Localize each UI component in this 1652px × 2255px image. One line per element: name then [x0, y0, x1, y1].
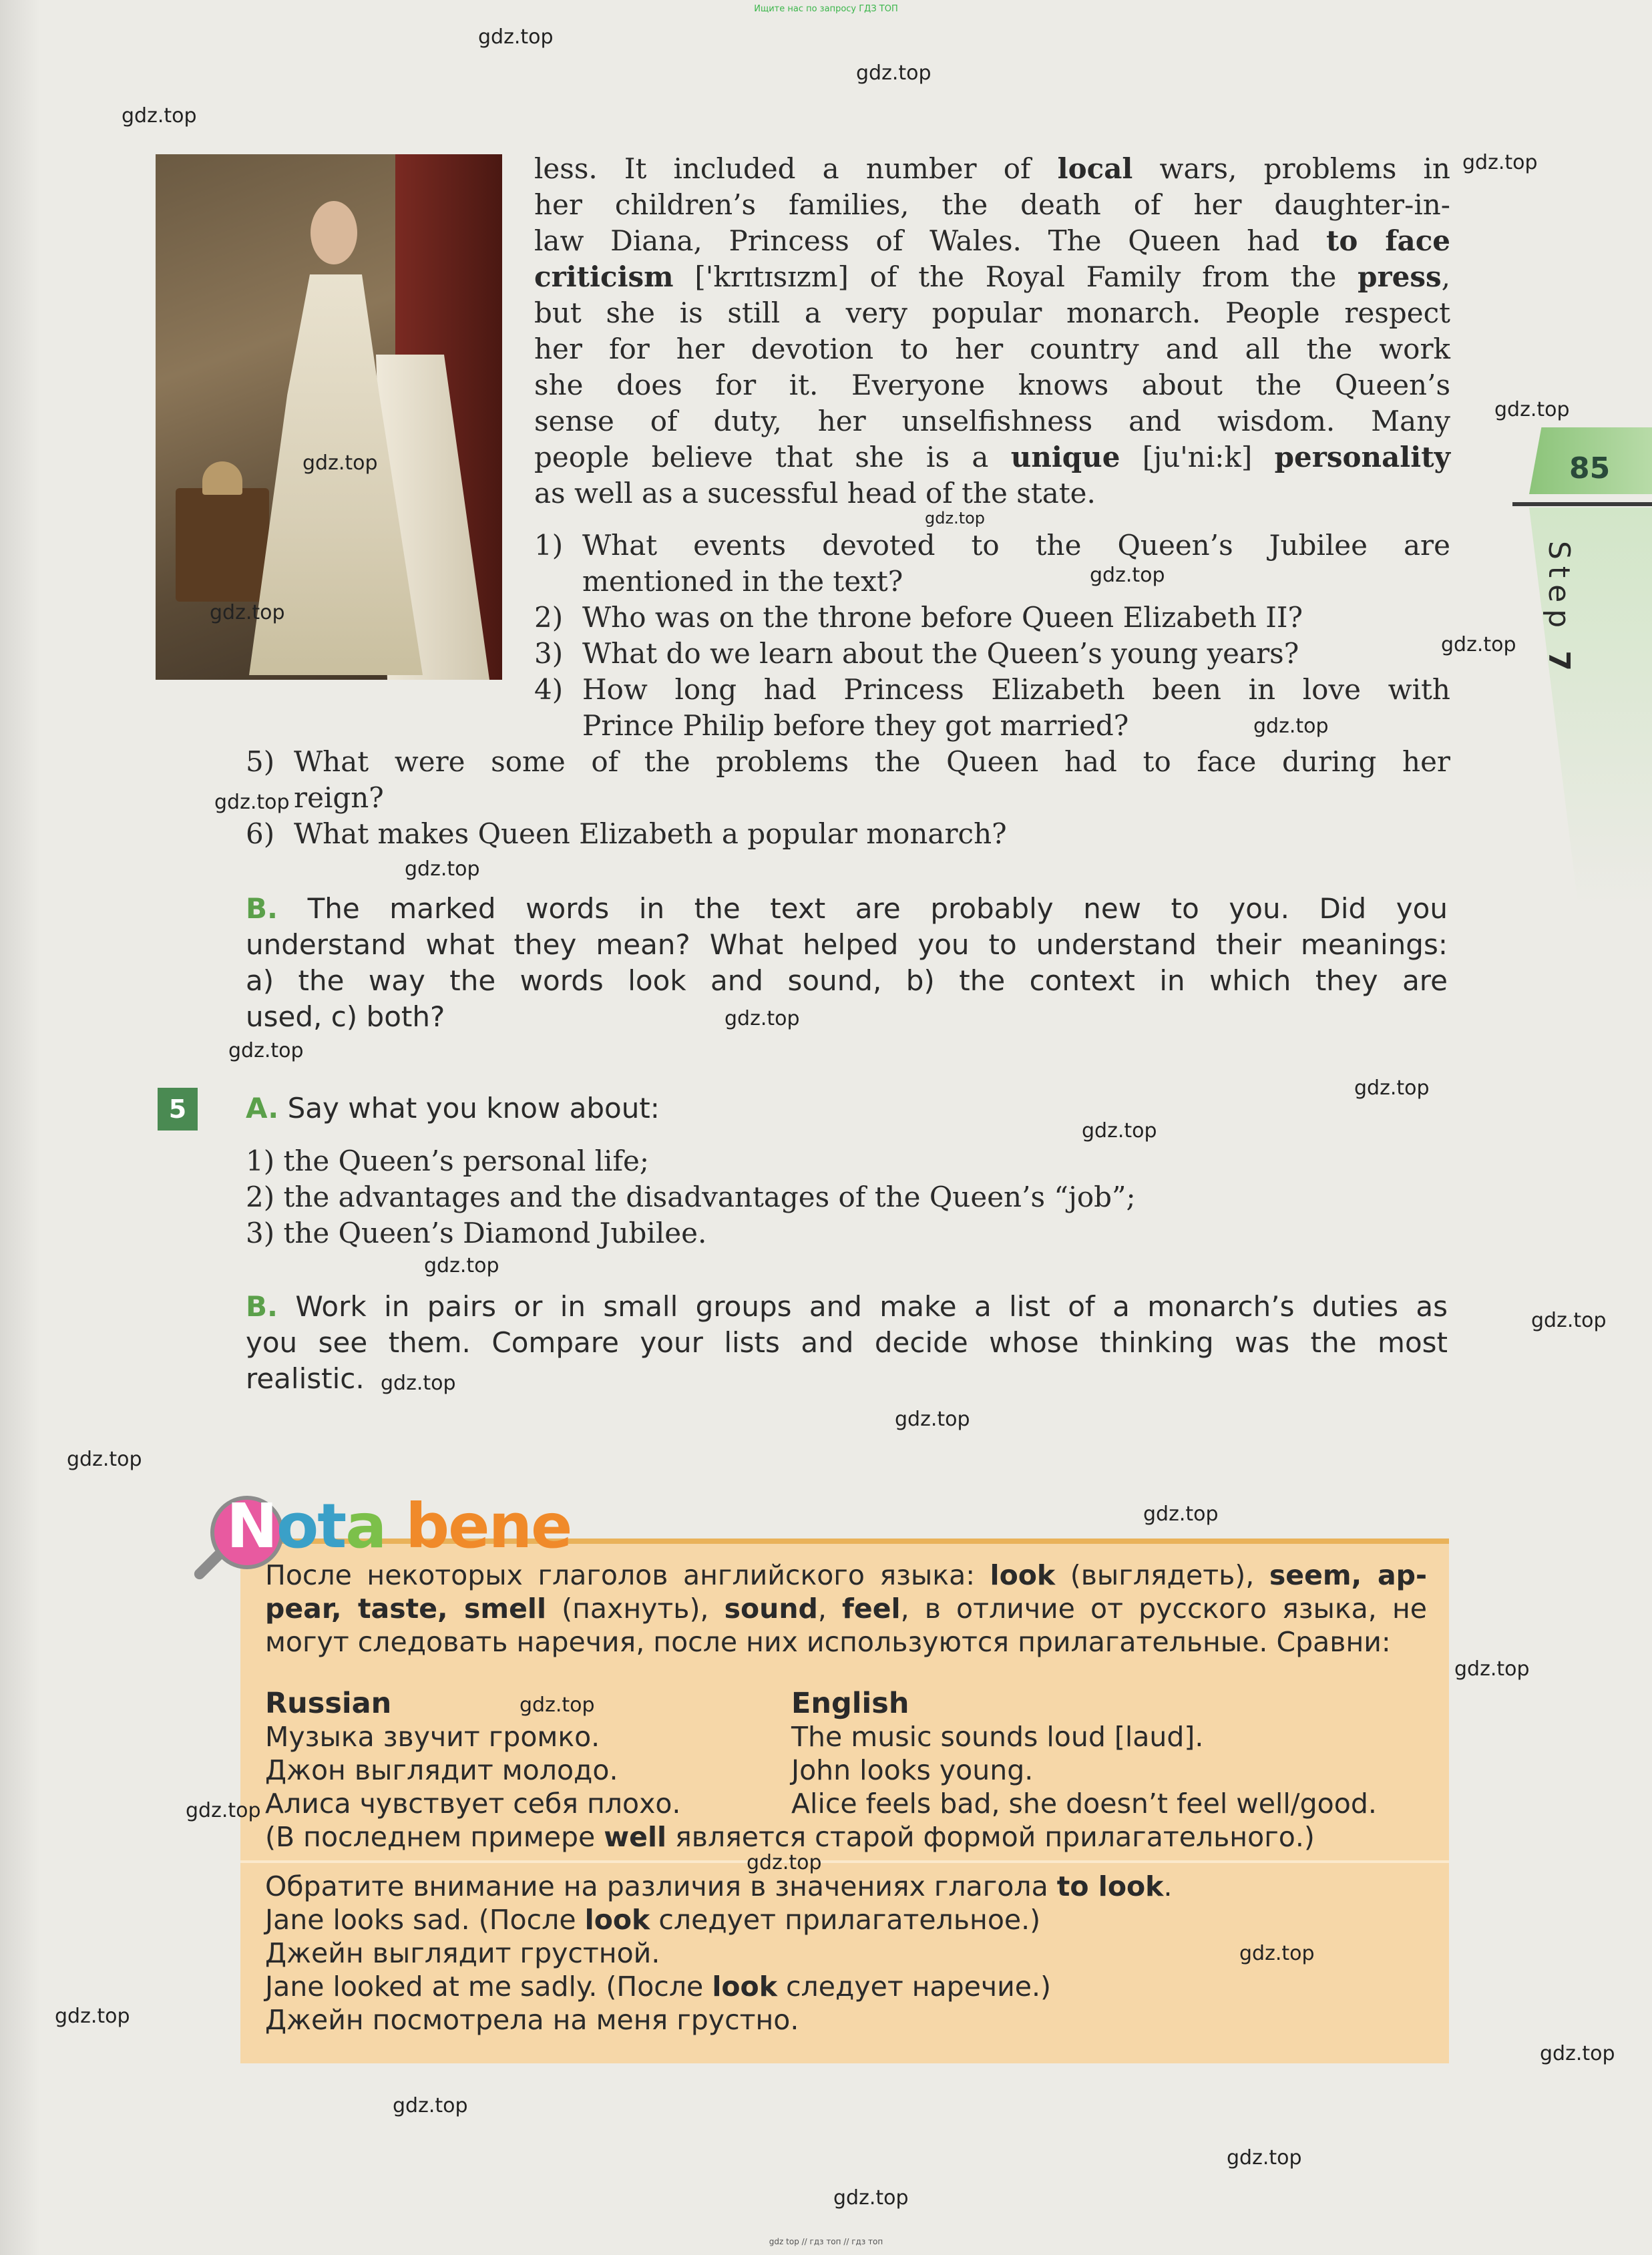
- text-run: (пахнуть),: [546, 1593, 725, 1625]
- watermark: gdz.top: [725, 1007, 800, 1030]
- question-number: 4): [534, 673, 564, 706]
- exercise-5a-label: A.: [246, 1092, 279, 1124]
- exercise-5b-label: B.: [246, 1290, 278, 1323]
- watermark: gdz.top: [424, 1254, 499, 1277]
- task-b-line: a) the way the words look and sound, b) the context in which they are: [246, 964, 1448, 997]
- reading-line: [534, 223, 1450, 259]
- watermark: gdz.top: [1227, 2146, 1302, 2170]
- task-b-label: B.: [246, 892, 278, 925]
- watermark: gdz.top: [833, 2186, 909, 2210]
- watermark: gdz.top: [186, 1799, 261, 1822]
- text-run: her children’s families, the death of her daughter-in-: [534, 188, 1450, 221]
- bold-word: sound: [724, 1593, 818, 1625]
- reading-line: [534, 259, 1450, 295]
- bold-word: local: [1057, 152, 1133, 185]
- nota-bene-look-line: [265, 2003, 1173, 2037]
- text-run: ,: [1441, 260, 1450, 293]
- watermark: gdz.top: [1494, 398, 1570, 421]
- bold-word: to face: [1325, 224, 1450, 257]
- questions-block-right: [534, 528, 1450, 744]
- watermark: gdz.top: [1454, 1657, 1530, 1681]
- exercise-5a-list: [246, 1143, 1314, 1251]
- text-run: law Diana, Princess of Wales. The Queen had: [534, 224, 1326, 257]
- questions-block-full: [246, 744, 1450, 852]
- header-note: Ищите нас по запросу ГДЗ ТОП: [754, 4, 898, 14]
- watermark: gdz.top: [747, 1851, 822, 1874]
- question-item: [246, 816, 1450, 852]
- task-b-discussion: [246, 891, 1448, 1035]
- question-line: What were some of the problems the Queen had to face during her: [294, 745, 1450, 778]
- question-line: What do we learn about the Queen’s young years?: [582, 637, 1299, 670]
- bold-word: look: [712, 1971, 777, 2003]
- watermark: gdz.top: [1462, 151, 1538, 174]
- portrait-head: [311, 201, 357, 264]
- text-run: (В последнем примере: [265, 1821, 604, 1853]
- example-ru: Джон выглядит молодо.: [265, 1754, 618, 1786]
- example-en: John looks young.: [791, 1754, 1034, 1786]
- question-number: 5): [246, 745, 275, 778]
- nota-bene-look-line: [265, 1903, 1173, 1936]
- reading-line: [534, 187, 1450, 223]
- question-item: [534, 528, 1450, 600]
- question-line: reign?: [294, 781, 384, 814]
- watermark: gdz.top: [1082, 1119, 1157, 1143]
- question-line: What events devoted to the Queen’s Jubilee are: [582, 529, 1450, 562]
- bold-word: unique: [1010, 441, 1120, 473]
- logo-letters-ot: ot: [276, 1490, 346, 1562]
- question-line: What makes Queen Elizabeth a popular monarch?: [294, 817, 1007, 850]
- reading-line: [534, 151, 1450, 187]
- watermark: gdz.top: [228, 1039, 304, 1062]
- example-en: Alice feels bad, she doesn’t feel well/good.: [791, 1788, 1377, 1820]
- text-run: .: [1163, 1870, 1173, 1902]
- exercise-item: 3) the Queen’s Diamond Jubilee.: [246, 1217, 707, 1249]
- watermark: gdz.top: [405, 857, 480, 881]
- step-label: [1542, 541, 1576, 678]
- question-item: [534, 600, 1450, 636]
- queen-portrait-image: [156, 154, 502, 680]
- bold-word: press: [1358, 260, 1442, 293]
- question-line: mentioned in the text?: [582, 565, 903, 598]
- watermark: gdz.top: [478, 25, 554, 49]
- reading-line: [534, 331, 1450, 367]
- nota-bene-look-line: [265, 1936, 1173, 1970]
- watermark: gdz.top: [1354, 1076, 1430, 1100]
- text-run: people believe that she is a: [534, 441, 1011, 473]
- text-run: ,: [817, 1593, 843, 1625]
- example-en: The music sounds loud [laud].: [791, 1721, 1204, 1753]
- bold-word: personality: [1274, 441, 1450, 473]
- question-number: 1): [534, 529, 564, 562]
- nota-bene-intro-line: [265, 1625, 1427, 1659]
- reading-line: [534, 439, 1450, 475]
- nota-bene-intro-line: [265, 1592, 1427, 1625]
- watermark: gdz.top: [381, 1372, 456, 1395]
- watermark: gdz.top: [122, 104, 197, 128]
- text-run: ['krɪtɪsɪzm] of the Royal Family from the: [673, 260, 1358, 293]
- nota-bene-ru-column: [265, 1720, 680, 1820]
- text-run: После некоторых глаголов английского языка:: [265, 1559, 990, 1591]
- exercise-5b-line: you see them. Compare your lists and decide whose thinking was the most: [246, 1326, 1448, 1359]
- reading-line: [534, 475, 1450, 511]
- exercise-number-badge: 5: [158, 1088, 198, 1131]
- watermark: gdz.top: [55, 2005, 130, 2028]
- step-number: 7: [1542, 650, 1576, 678]
- nota-bene-divider: [240, 1860, 1449, 1863]
- question-item: [246, 744, 1450, 816]
- question-number: 3): [534, 637, 564, 670]
- question-number: 6): [246, 817, 275, 850]
- question-item: [534, 636, 1450, 672]
- nota-bene-look-examples: [265, 1870, 1173, 2037]
- watermark: gdz.top: [1253, 714, 1329, 738]
- text-run: (выглядеть),: [1055, 1559, 1269, 1591]
- watermark: gdz.top: [67, 1448, 142, 1471]
- logo-letter-a: a: [345, 1490, 386, 1562]
- portrait-table: [176, 488, 269, 602]
- watermark: gdz.top: [210, 601, 285, 624]
- watermark: gdz.top: [1531, 1309, 1607, 1332]
- nota-bene-en-column: [791, 1720, 1377, 1820]
- bold-word: feel: [842, 1593, 901, 1625]
- nota-bene-note: [265, 1820, 1315, 1854]
- example-ru: Алиса чувствует себя плохо.: [265, 1788, 681, 1820]
- exercise-5b-line: Work in pairs or in small groups and make a list of a monarch’s duties as: [295, 1290, 1448, 1323]
- watermark: gdz.top: [1540, 2042, 1615, 2065]
- nota-bene-col-russian: Russian: [265, 1687, 392, 1720]
- watermark: gdz.top: [520, 1693, 595, 1717]
- task-b-line: understand what they mean? What helped you to understand their meanings:: [246, 928, 1448, 961]
- watermark: gdz.top: [1090, 564, 1165, 587]
- text-run: Джейн посмотрела на меня грустно.: [265, 2004, 799, 2036]
- text-run: wars, problems in: [1132, 152, 1450, 185]
- logo-letter-n: N: [226, 1490, 276, 1562]
- reading-line: [534, 367, 1450, 403]
- text-run: следует прилагательное.): [650, 1904, 1041, 1936]
- question-number: 2): [534, 601, 564, 634]
- watermark: gdz.top: [895, 1408, 970, 1431]
- text-run: Jane looked at me sadly. (После: [265, 1971, 712, 2003]
- bold-word: to look: [1056, 1870, 1164, 1902]
- exercise-5a-heading: [246, 1090, 660, 1126]
- exercise-5a-text: Say what you know about:: [287, 1092, 660, 1124]
- text-run: she does for it. Everyone knows about the Queen’s: [534, 369, 1450, 401]
- watermark: gdz.top: [214, 791, 290, 814]
- text-run: sense of duty, her unselfishness and wisdom. Many: [534, 405, 1450, 437]
- step-word: Step: [1542, 541, 1576, 635]
- text-run: as well as a sucessful head of the state.: [534, 477, 1096, 509]
- bold-word: criticism: [534, 260, 674, 293]
- bold-word: look: [584, 1904, 650, 1936]
- watermark: gdz.top: [856, 61, 932, 85]
- exercise-item: 2) the advantages and the disadvantages of the Queen’s “job”;: [246, 1181, 1136, 1213]
- reading-line: [534, 403, 1450, 439]
- watermark: gdz.top: [302, 451, 378, 475]
- text-run: могут следовать наречия, после них используются прилагательные. Сравни:: [265, 1626, 1391, 1658]
- text-run: but she is still a very popular monarch. People respect: [534, 296, 1450, 329]
- page-number-rule: [1512, 502, 1652, 506]
- watermark: gdz.top: [1143, 1502, 1219, 1526]
- exercise-5b-line: realistic.: [246, 1362, 365, 1395]
- watermark: gdz.top: [925, 509, 986, 528]
- text-run: Обратите внимание на различия в значениях глагола: [265, 1870, 1057, 1902]
- text-run: her for her devotion to her country and all the work: [534, 333, 1450, 365]
- exercise-item: 1) the Queen’s personal life;: [246, 1145, 650, 1177]
- reading-line: [534, 295, 1450, 331]
- text-run: является старой формой прилагательного.): [666, 1821, 1315, 1853]
- footer-note: gdz top // гдз топ // гдз топ: [769, 2237, 883, 2246]
- nota-bene-col-english: English: [791, 1687, 909, 1720]
- nota-bene-intro-line: [265, 1559, 1427, 1592]
- text-run: следует наречие.): [777, 1971, 1052, 2003]
- question-line: Prince Philip before they got married?: [582, 709, 1129, 742]
- bold-word: pear, taste, smell: [265, 1593, 547, 1625]
- nota-bene-intro: [265, 1559, 1427, 1659]
- question-line: How long had Princess Elizabeth been in love with: [582, 673, 1450, 706]
- task-b-line: used, c) both?: [246, 1000, 445, 1033]
- task-b-line: The marked words in the text are probably new to you. Did you: [307, 892, 1448, 925]
- nota-bene-look-line: [265, 1970, 1173, 2003]
- text-run: Джейн выглядит грустной.: [265, 1937, 660, 1969]
- example-ru: Музыка звучит громко.: [265, 1721, 600, 1753]
- text-run: , в отличие от русского языка, не: [900, 1593, 1427, 1625]
- text-run: less. It included a number of: [534, 152, 1058, 185]
- watermark: gdz.top: [1441, 633, 1516, 656]
- reading-text: [534, 151, 1450, 511]
- watermark: gdz.top: [1239, 1942, 1315, 1965]
- question-line: Who was on the throne before Queen Elizabeth II?: [582, 601, 1303, 634]
- watermark: gdz.top: [393, 2094, 468, 2117]
- logo-word-bene: bene: [385, 1490, 572, 1562]
- text-run: Jane looks sad. (После: [265, 1904, 585, 1936]
- bold-word: look: [990, 1559, 1056, 1591]
- bold-word: seem, ap-: [1269, 1559, 1427, 1591]
- bold-word: well: [604, 1821, 667, 1853]
- page-gutter: [0, 0, 40, 2255]
- portrait-crown: [202, 461, 242, 495]
- page-number: 85: [1569, 451, 1611, 485]
- nota-bene-look-line: [265, 1870, 1173, 1903]
- text-run: [ju'ni:k]: [1120, 441, 1275, 473]
